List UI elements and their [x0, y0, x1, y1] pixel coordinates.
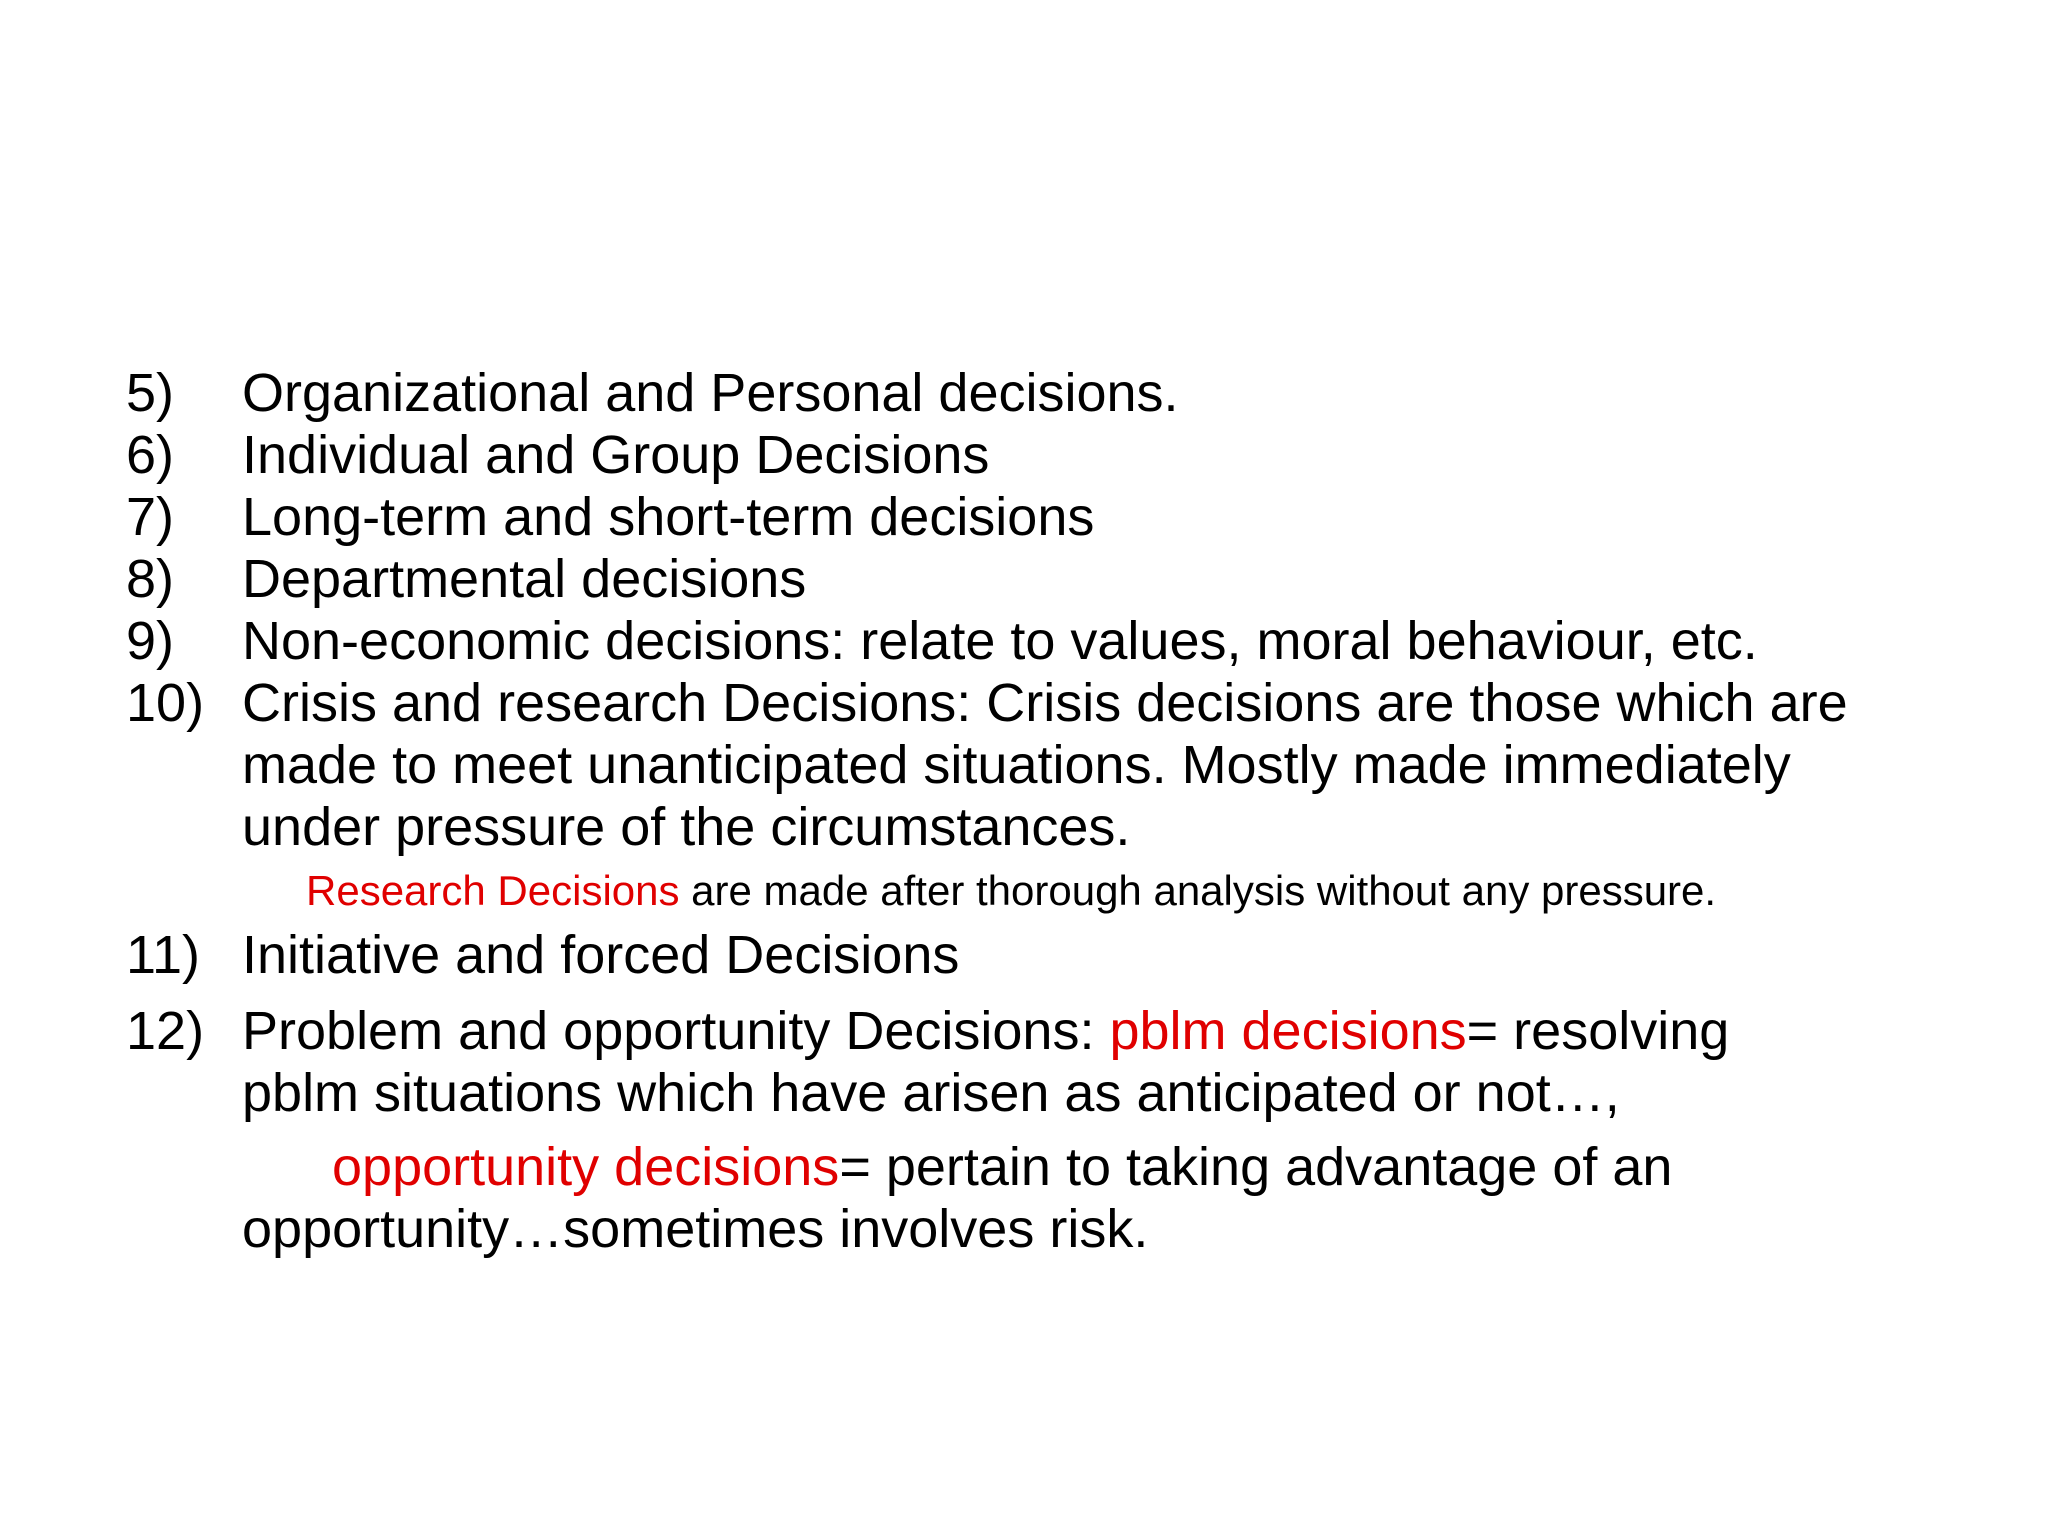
research-decisions-term: Research Decisions: [306, 867, 680, 914]
item-text: [242, 672, 1956, 858]
item-text-line: [242, 1000, 1956, 1062]
research-decisions-text: are made after thorough analysis without any pressure.: [679, 867, 1717, 914]
opportunity-decisions-note: [242, 1136, 1956, 1198]
list-item-problem-opportunity: [126, 1000, 1956, 1124]
item-text-line: under pressure of the circumstances.: [242, 797, 1131, 857]
item-text: [242, 1000, 1956, 1124]
list-item-crisis-research: [126, 672, 1956, 858]
item-number: 9): [126, 611, 175, 671]
list-item: [126, 548, 1956, 610]
list-item: [126, 924, 1956, 986]
item-number: 11): [126, 925, 201, 985]
item-number: 12): [126, 1001, 205, 1061]
pblm-decisions-term: pblm decisions: [1109, 1001, 1467, 1061]
opportunity-decisions-text: = pertain to taking advantage of an: [839, 1137, 1673, 1197]
item-text: Initiative and forced Decisions: [242, 925, 960, 985]
research-decisions-note: [306, 866, 1956, 916]
item-text: Individual and Group Decisions: [242, 425, 990, 485]
list-item: [126, 610, 1956, 672]
item-text-suffix: = resolving: [1466, 1001, 1730, 1061]
decision-types-list: [126, 362, 1956, 1260]
list-item: [126, 486, 1956, 548]
list-item: [126, 362, 1956, 424]
opportunity-decisions-continuation: opportunity…sometimes involves risk.: [242, 1199, 1149, 1259]
item-number: 8): [126, 549, 175, 609]
item-number: 5): [126, 363, 175, 423]
opportunity-decisions-term: opportunity decisions: [332, 1137, 840, 1197]
item-number: 6): [126, 425, 175, 485]
item-text: Departmental decisions: [242, 549, 807, 609]
item-number: 10): [126, 673, 205, 733]
item-text: Long-term and short-term decisions: [242, 487, 1095, 547]
item-text: Non-economic decisions: relate to values, moral behaviour, etc.: [242, 611, 1758, 671]
item-text-line: pblm situations which have arisen as anticipated or not…,: [242, 1063, 1620, 1123]
item-text: Organizational and Personal decisions.: [242, 363, 1179, 423]
item-text-line: made to meet unanticipated situations. Mostly made immediately: [242, 735, 1791, 795]
item-text-line: Crisis and research Decisions: Crisis decisions are those which are: [242, 673, 1848, 733]
list-item: [126, 424, 1956, 486]
item-number: 7): [126, 487, 175, 547]
item-text-prefix: Problem and opportunity Decisions:: [242, 1001, 1110, 1061]
